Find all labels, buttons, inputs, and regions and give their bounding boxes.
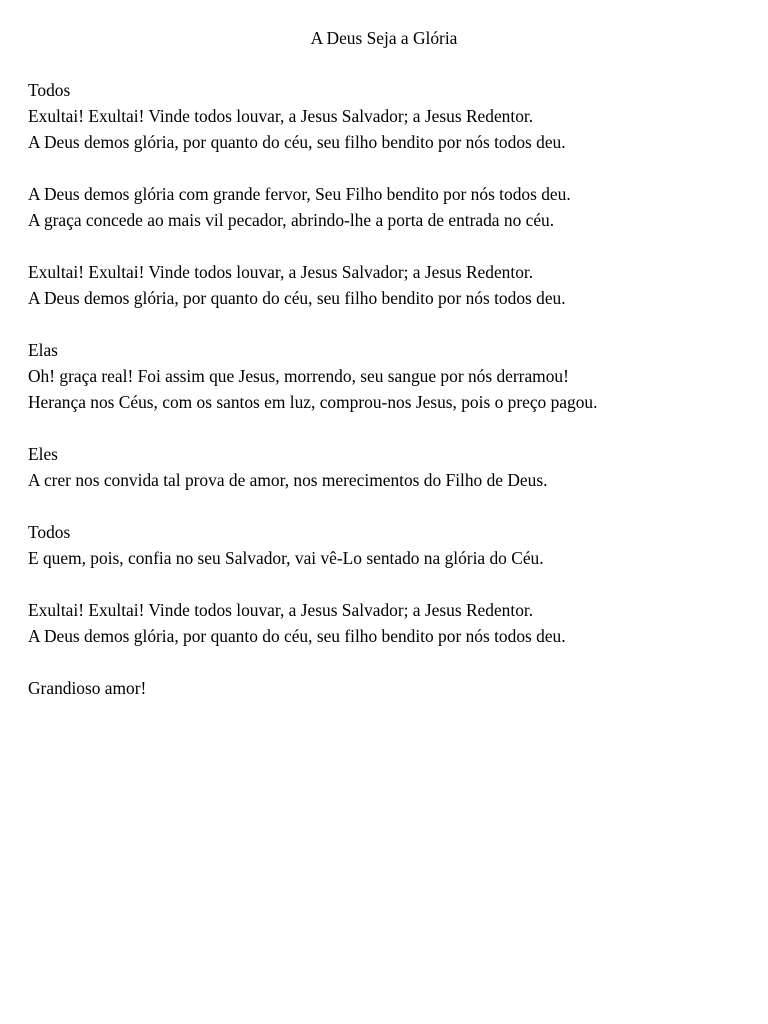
- stanza-gap: [28, 233, 748, 259]
- stanza: [28, 259, 748, 311]
- document-title: A Deus Seja a Glória: [310, 28, 458, 48]
- stanza: [28, 441, 748, 493]
- stanza-gap: [28, 649, 748, 675]
- stanza: [28, 77, 748, 155]
- voice-label: Elas: [28, 340, 58, 360]
- lyric-line: A Deus demos glória, por quanto do céu, seu filho bendito por nós todos deu.: [28, 288, 566, 308]
- stanza-gap: [28, 311, 748, 337]
- lyric-line: A Deus demos glória com grande fervor, Seu Filho bendito por nós todos deu.: [28, 184, 571, 204]
- stanza: [28, 519, 748, 571]
- stanza-gap: [28, 493, 748, 519]
- stanza: [28, 597, 748, 649]
- stanza: [28, 181, 748, 233]
- lyric-line: Exultai! Exultai! Vinde todos louvar, a Jesus Salvador; a Jesus Redentor.: [28, 600, 534, 620]
- lyric-line: E quem, pois, confia no seu Salvador, vai vê-Lo sentado na glória do Céu.: [28, 548, 544, 568]
- lyric-line: Exultai! Exultai! Vinde todos louvar, a Jesus Salvador; a Jesus Redentor.: [28, 106, 534, 126]
- lyric-line: Grandioso amor!: [28, 678, 147, 698]
- voice-label: Eles: [28, 444, 58, 464]
- voice-label: Todos: [28, 80, 71, 100]
- lyric-line: Herança nos Céus, com os santos em luz, comprou-nos Jesus, pois o preço pagou.: [28, 392, 598, 412]
- lyric-line: Exultai! Exultai! Vinde todos louvar, a Jesus Salvador; a Jesus Redentor.: [28, 262, 534, 282]
- document-body: [28, 77, 748, 701]
- lyric-line: A graça concede ao mais vil pecador, abrindo-lhe a porta de entrada no céu.: [28, 210, 555, 230]
- stanza-gap: [28, 571, 748, 597]
- lyric-line: A Deus demos glória, por quanto do céu, seu filho bendito por nós todos deu.: [28, 132, 566, 152]
- stanza: [28, 675, 748, 701]
- stanza: [28, 337, 748, 415]
- lyric-line: A crer nos convida tal prova de amor, nos merecimentos do Filho de Deus.: [28, 470, 548, 490]
- lyric-line: Oh! graça real! Foi assim que Jesus, morrendo, seu sangue por nós derramou!: [28, 366, 569, 386]
- stanza-gap: [28, 415, 748, 441]
- lyric-line: A Deus demos glória, por quanto do céu, seu filho bendito por nós todos deu.: [28, 626, 566, 646]
- voice-label: Todos: [28, 522, 71, 542]
- stanza-gap: [28, 155, 748, 181]
